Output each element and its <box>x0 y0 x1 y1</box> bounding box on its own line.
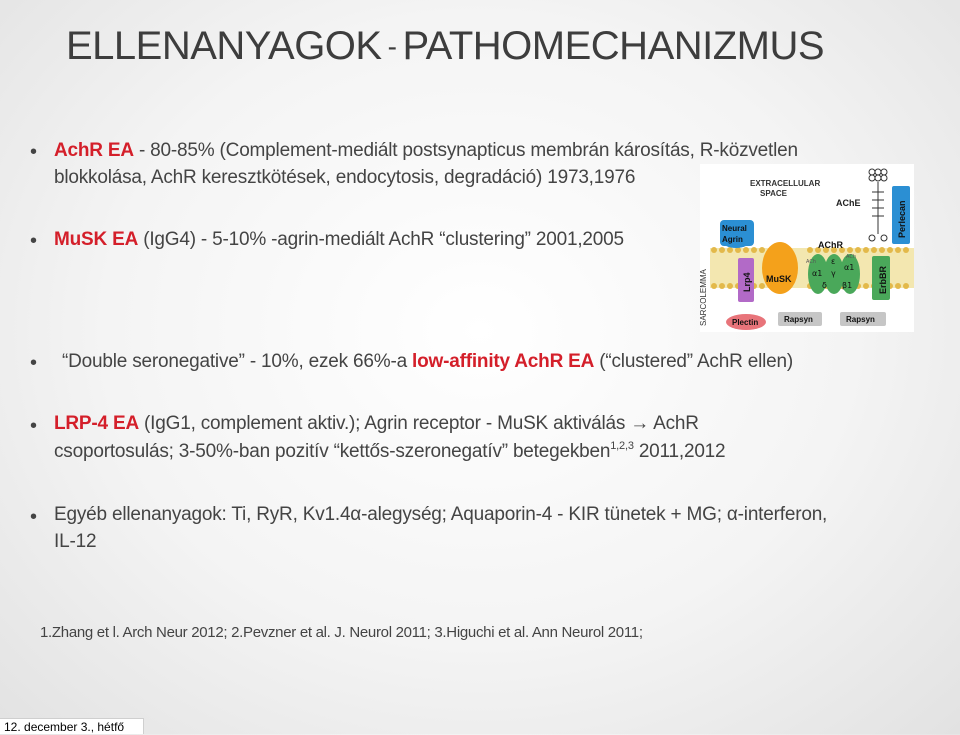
epsilon-label: ε <box>831 257 836 266</box>
bullet-marker: • <box>30 141 38 163</box>
delta-label: δ <box>822 281 827 290</box>
bullet-2-text: (IgG4) - 5-10% -agrin-mediált AchR “clustering” 2001,2005 <box>138 229 624 250</box>
musk-ea-label: MuSK EA <box>54 229 139 250</box>
lrp4-label: Lrp4 <box>742 272 752 292</box>
bullet-1-text: - 80-85% (Complement-mediált postsynapticus membrán károsítás, R-közvetlen <box>133 140 798 161</box>
low-affinity-label: low-affinity AchR EA <box>412 351 595 372</box>
lrp4-ea-label: LRP-4 EA <box>54 413 139 434</box>
erbbr-label: ErbBR <box>878 265 888 294</box>
title-dash: - <box>387 31 397 62</box>
sarcolemma-label: SARCOLEMMA <box>699 269 708 326</box>
references: 1.Zhang et l. Arch Neur 2012; 2.Pevzner et al. J. Neurol 2011; 3.Higuchi et al. Ann Neurol 2011; <box>40 624 643 641</box>
bullet-marker: • <box>30 506 38 528</box>
bullet-3-pre: “Double seronegative” - 10%, ezek 66%-a <box>62 351 413 372</box>
bullet-4-line-2 <box>54 441 725 463</box>
bullet-4-line-2a: csoportosulás; 3-50%-ban pozitív “kettős-szeronegatív” betegekben <box>54 441 611 462</box>
neural-label: Neural <box>722 224 747 233</box>
bullet-4-text: (IgG1, complement aktiv.); Agrin receptor - MuSK aktiválás → AchR <box>138 413 699 434</box>
musk-label: MuSK <box>766 274 792 284</box>
ache-icon <box>869 169 887 241</box>
rapsyn-label-1: Rapsyn <box>784 315 813 324</box>
bullet-5-line-1: Egyéb ellenanyagok: Ti, RyR, Kv1.4α-alegység; Aquaporin-4 - KIR tünetek + MG; α-interferon, <box>54 504 828 525</box>
bullet-1-line-1 <box>54 140 798 162</box>
gamma-label: γ <box>831 269 836 278</box>
alpha1b-label: α1 <box>844 263 855 272</box>
alpha1-label: α1 <box>812 269 823 278</box>
slide-title <box>66 24 824 69</box>
bullet-marker: • <box>30 415 38 437</box>
beta1-label: β1 <box>842 281 853 290</box>
footer-date: 12. december 3., hétfő <box>0 718 144 734</box>
bullet-2-line <box>54 229 624 251</box>
bullet-4-line-1 <box>54 413 699 435</box>
space-label: SPACE <box>760 189 787 198</box>
bullet-3-post: (“clustered” AchR ellen) <box>594 351 793 372</box>
bullet-3-line <box>62 351 793 373</box>
ach-label-1: ACh <box>806 259 816 265</box>
bullet-5-line-2: IL-12 <box>54 531 97 552</box>
title-sub: PATHOMECHANIZMUS <box>402 24 825 68</box>
nmj-diagram <box>700 164 914 332</box>
extracellular-label: EXTRACELLULAR <box>750 179 821 188</box>
nmj-diagram-svg <box>700 164 914 332</box>
rapsyn-label-2: Rapsyn <box>846 315 875 324</box>
bullet-1-line-2: blokkolása, AchR keresztkötések, endocytosis, degradáció) 1973,1976 <box>54 167 636 188</box>
citation-superscript: 1,2,3 <box>610 440 634 452</box>
bullet-marker: • <box>30 352 38 374</box>
plectin-label: Plectin <box>732 318 759 327</box>
title-main: ELLENANYAGOK <box>66 24 382 68</box>
musk-blob <box>762 242 798 294</box>
agrin-label: Agrin <box>722 235 743 244</box>
perlecan-label: Perlecan <box>897 200 907 238</box>
ache-label: AChE <box>836 198 861 208</box>
bullet-4-line-2b: 2011,2012 <box>633 441 726 462</box>
achr-ea-label: AchR EA <box>54 140 134 161</box>
bullet-marker: • <box>30 230 38 252</box>
achr-label: AChR <box>818 240 843 250</box>
ach-label-2: ACh <box>846 254 856 260</box>
